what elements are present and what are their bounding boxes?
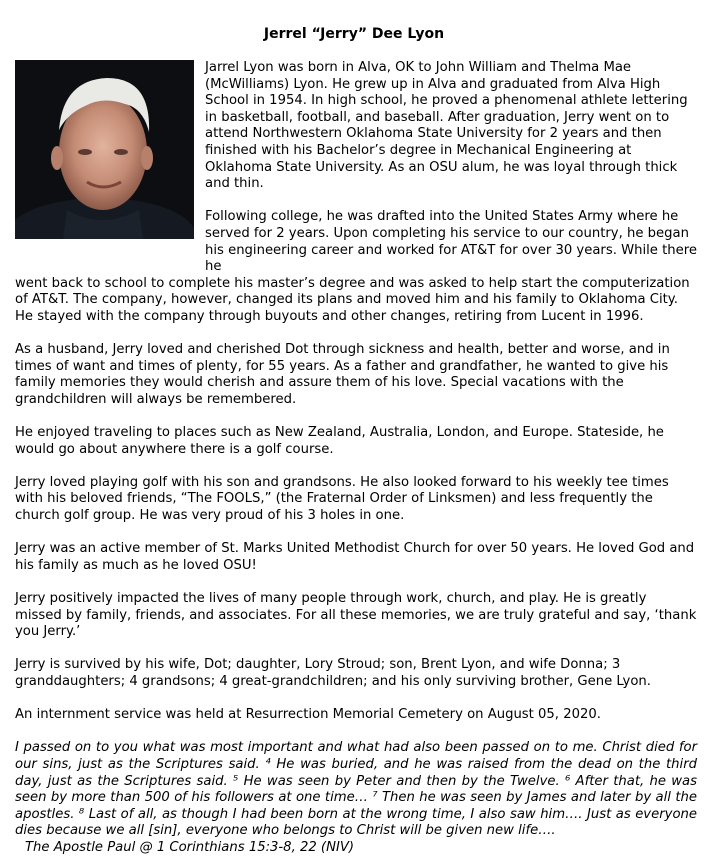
- obituary-body: [15, 60, 697, 857]
- paragraph-survivors: Jerry is survived by his wife, Dot; daughter, Lory Stroud; son, Brent Lyon, and wife Donna; 3 granddaughters; 4 grandsons; 4 great-grandchildren; and his only surviving brother, Gene Lyon.: [15, 657, 651, 689]
- paragraph-career: [15, 209, 697, 325]
- paragraph-career-top: Following college, he was drafted into the United States Army where he served for 2 years. Upon completing his service to our country, he began his engineering career and worked for AT&T for over 30 years. While there he: [205, 209, 698, 275]
- verse-credit: The Apostle Paul @ 1 Corinthians 15:3-8, 22 (NIV): [25, 839, 354, 855]
- paragraph-impact: Jerry positively impacted the lives of many people through work, church, and play. He is greatly missed by family, friends, and associates. For all these memories, we are truly grateful and say, ‘thank you Jerry.’: [15, 591, 697, 640]
- paragraph-biography: Jarrel Lyon was born in Alva, OK to John William and Thelma Mae (McWilliams) Lyon. He grew up in Alva and graduated from Alva High School in 1954. In high school, he proved a phenomenal athlete lettering in basketball, football, and baseball. After graduation, Jerry went on to attend Northwestern Oklahoma State University for 2 years and then finished with his Bachelor’s degree in Mechanical Engineering at Oklahoma State University. As an OSU alum, he was loyal through thick and thin.: [205, 60, 688, 192]
- page-title: Jerrel “Jerry” Dee Lyon: [263, 26, 445, 42]
- paragraph-career-rest: went back to school to complete his master’s degree and was asked to help start the computerization of AT&T. The company, however, changed its plans and moved him and his family to Oklahoma City. He stayed with the company through buyouts and other changes, retiring from Lucent in 1996.: [15, 275, 690, 324]
- paragraph-travel: He enjoyed traveling to places such as New Zealand, Australia, London, and Europe. Stateside, he would go about anywhere there is a golf course.: [15, 425, 664, 457]
- paragraph-family: As a husband, Jerry loved and cherished Dot through sickness and health, better and worse, and in times of want and times of plenty, for 55 years. As a father and grandfather, he wanted to give his family memories they would cherish and assure them of his love. Special vacations with the grandchildren will always be remembered.: [15, 342, 670, 407]
- paragraph-golf: Jerry loved playing golf with his son and grandsons. He also looked forward to his weekly tee times with his beloved friends, “The FOOLS,” (the Fraternal Order of Linksmen) and less frequently the church golf group. He was very proud of his 3 holes in one.: [15, 474, 669, 524]
- paragraph-church: Jerry was an active member of St. Marks United Methodist Church for over 50 years. He loved God and his family as much as he loved OSU!: [15, 541, 695, 573]
- paragraph-service: An internment service was held at Resurrection Memorial Cemetery on August 05, 2020.: [15, 707, 601, 723]
- verse-text: I passed on to you what was most important and what had also been passed on to me. Christ died for our sins, just as the Scriptures said. ⁴ He was buried, and he was raised from the dead on the third day, just as the Scriptures said. ⁵ He was seen by Peter and then by the Twelve. ⁶ After that, he was seen by more than 500 of his followers at one time… ⁷ Then he was seen by James and later by all the apostles. ⁸ Last of all, as though I had been born at the wrong time, I also saw him…. Just as everyone dies because we all [sin], everyone who belongs to Christ will be given new life….: [15, 740, 697, 839]
- scripture-verse: [15, 740, 697, 856]
